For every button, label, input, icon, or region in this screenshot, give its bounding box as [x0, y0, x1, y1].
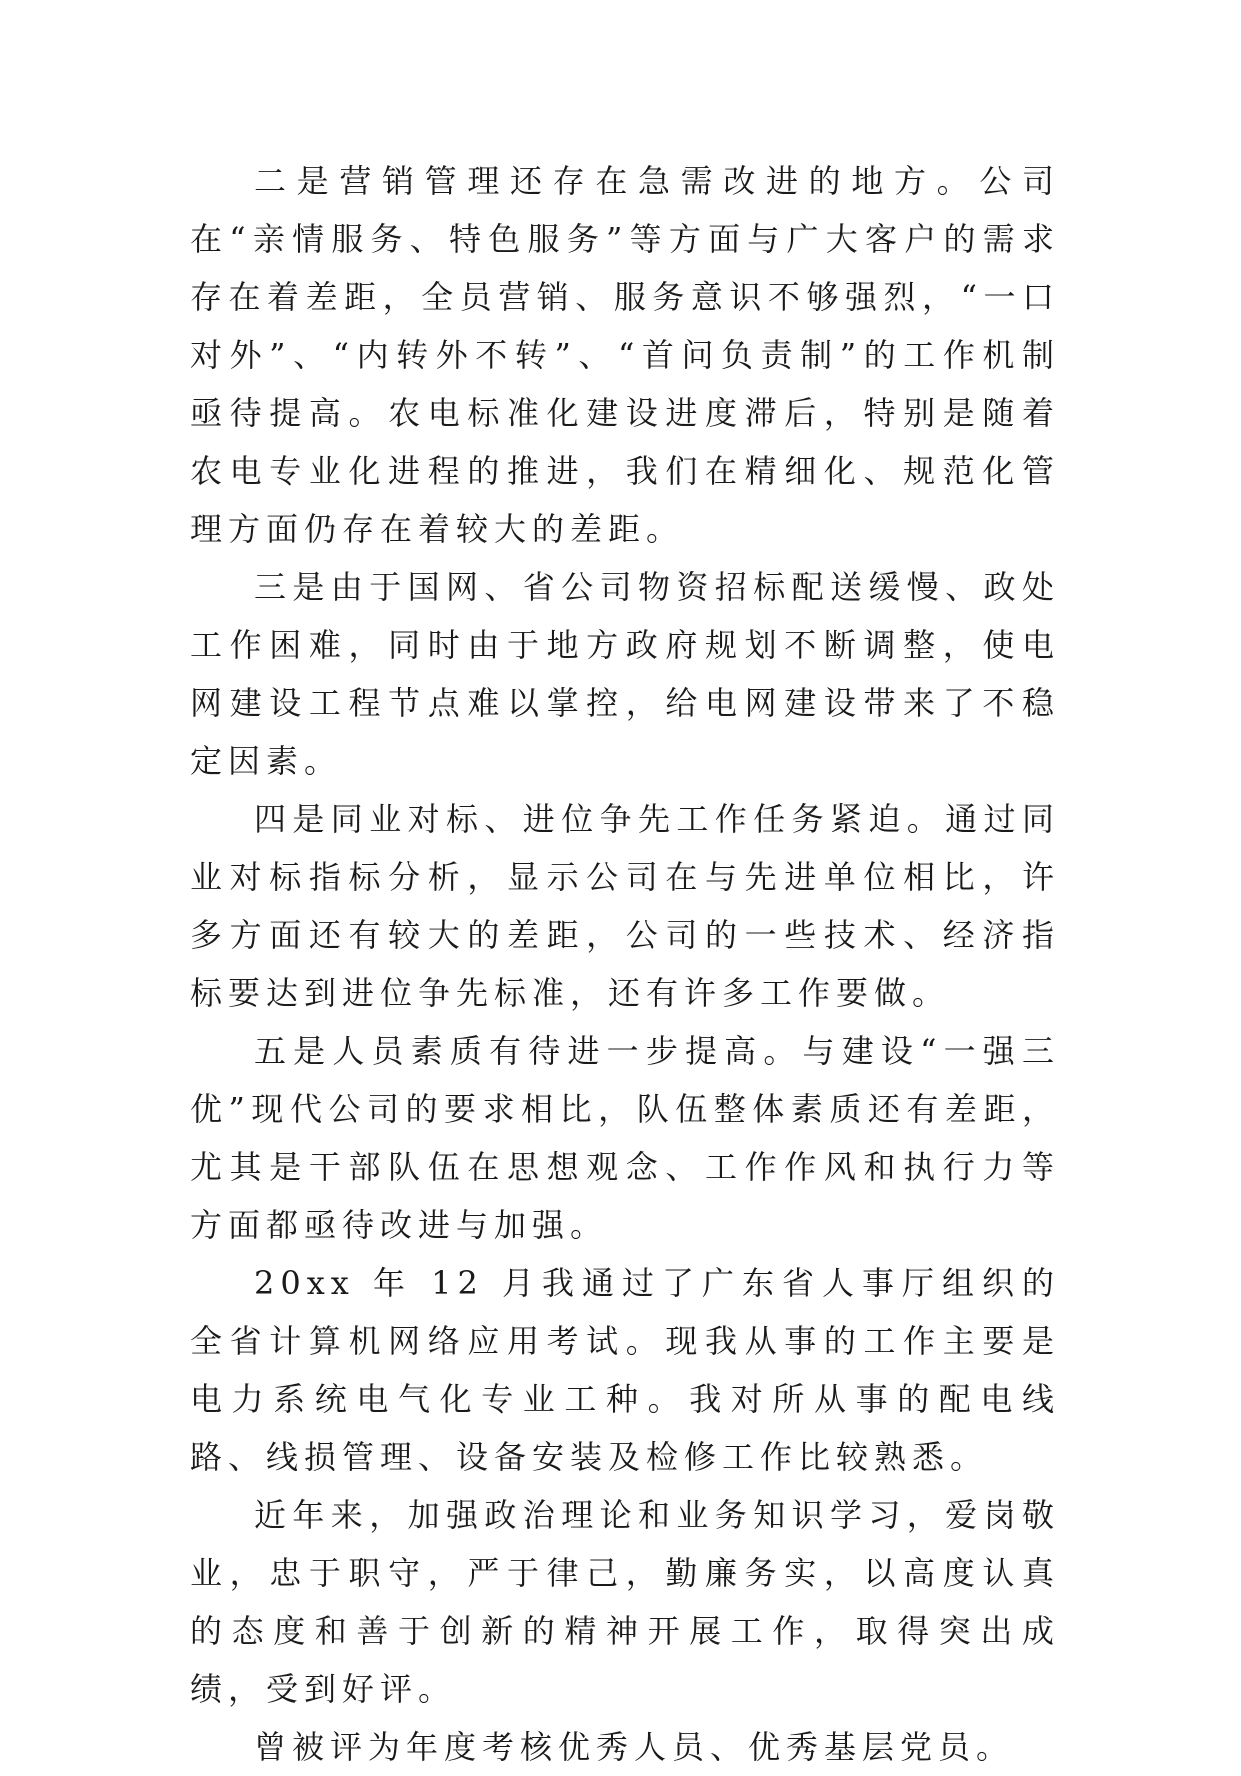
- document-body: [190, 152, 1060, 1776]
- paragraph-procurement: 三是由于国网、省公司物资招标配送缓慢、政处工作困难，同时由于地方政府规划不断调整，使电网建设工程节点难以掌控，给电网建设带来了不稳定因素。: [190, 568, 1060, 780]
- paragraph-exam: 20xx 年 12 月我通过了广东省人事厅组织的全省计算机网络应用考试。现我从事的工作主要是电力系统电气化专业工种。我对所从事的配电线路、线损管理、设备安装及检修工作比较熟悉。: [190, 1264, 1060, 1476]
- paragraph-recent-years: 近年来，加强政治理论和业务知识学习，爱岗敬业，忠于职守，严于律己，勤廉务实，以高度认真的态度和善于创新的精神开展工作，取得突出成绩，受到好评。: [190, 1496, 1060, 1708]
- paragraph-marketing: 二是营销管理还存在急需改进的地方。公司在“亲情服务、特色服务”等方面与广大客户的需求存在着差距，全员营销、服务意识不够强烈，“一口对外”、“内转外不转”、“首问负责制”的工作机制亟待提高。农电标准化建设进度滞后，特别是随着农电专业化进程的推进，我们在精细化、规范化管理方面仍存在着较大的差距。: [190, 162, 1060, 548]
- paragraph-honors: 曾被评为年度考核优秀人员、优秀基层党员。: [254, 1728, 1015, 1766]
- paragraph-benchmarking: 四是同业对标、进位争先工作任务紧迫。通过同业对标指标分析，显示公司在与先进单位相比，许多方面还有较大的差距，公司的一些技术、经济指标要达到进位争先标准，还有许多工作要做。: [190, 800, 1060, 1012]
- paragraph-personnel: 五是人员素质有待进一步提高。与建设“一强三优”现代公司的要求相比，队伍整体素质还有差距，尤其是干部队伍在思想观念、工作作风和执行力等方面都亟待改进与加强。: [190, 1032, 1060, 1244]
